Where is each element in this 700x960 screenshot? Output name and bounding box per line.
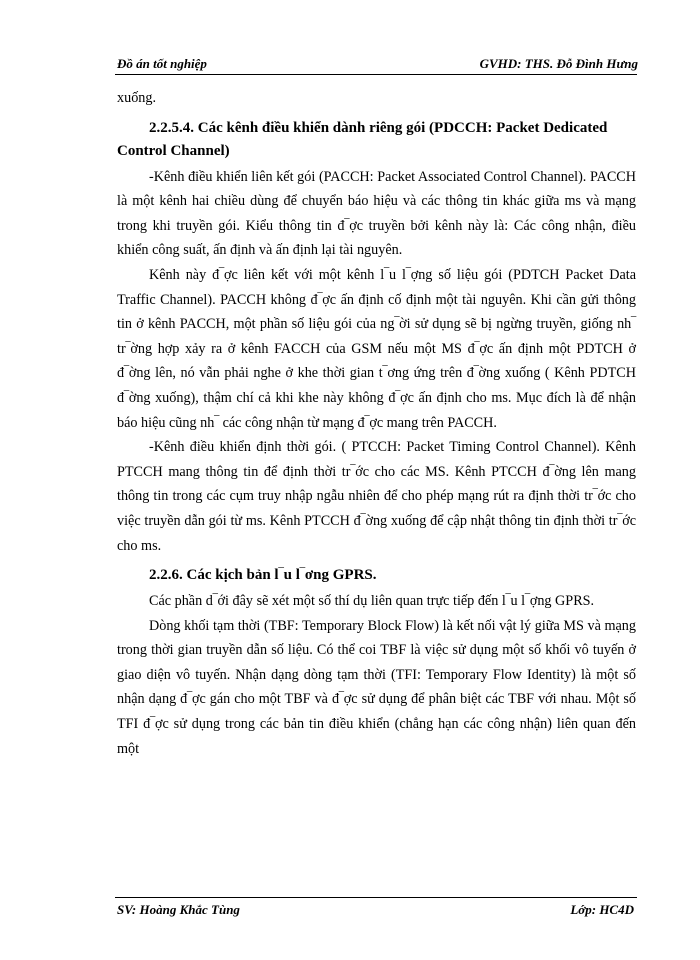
paragraph-5: Dòng khối tạm thời (TBF: Temporary Block Flow) là kết nối vật lý giữa MS và mạng trong thời gian truyền dẫn số liệu. Có thể coi TBF là việc sử dụng một số khối vô tuyến ở giao diện vô tuyến. Nhận dạng dòng tạm thời (TFI: Temporary Flow Identity) là một số nhận dạng đ‾ợc gán cho một TBF và đ‾ợc sử dụng để phân biệt các TBF với nhau. Một số TFI đ‾ợc sử dụng trong các bản tin điều khiển (chẳng hạn các công nhận) liên quan đến một <box>117 617 636 757</box>
header-rule <box>115 74 637 75</box>
section-heading-2-2-5-4: 2.2.5.4. Các kênh điều khiển dành riêng gói (PDCCH: Packet Dedicated Control Channel) <box>117 119 608 159</box>
header-left: Đồ án tốt nghiệp <box>117 56 207 71</box>
paragraph-2: Kênh này đ‾ợc liên kết với một kênh l‾u l‾ợng số liệu gói (PDTCH Packet Data Traffic Channel). PACCH không đ‾ợc ấn định cố định một tài nguyên. Khi cần gửi thông tin ở kênh PACCH, một phần số liệu gói của ng‾ời sử dụng sẽ bị ngừng truyền, giống nh‾ tr‾ờng hợp xảy ra ở kênh FACCH của GSM nếu một MS đ‾ợc ấn định một PDTCH ở đ‾ờng lên, nó vẫn phải nghe ở khe thời gian t‾ơng ứng trên đ‾ờng xuống ( Kênh PDTCH đ‾ờng xuống), thậm chí cả khi khe này không đ‾ợc ấn định cho ms. Mục đích là để nhận báo hiệu cũng nh‾ các công nhận từ mạng đ‾ợc mang trên PACCH. <box>117 266 636 431</box>
header-right: GVHD: THS. Đỗ Đình Hưng <box>479 56 638 71</box>
page-body <box>117 86 636 761</box>
paragraph-1: -Kênh điều khiển liên kết gói (PACCH: Packet Associated Control Channel). PACCH là một kênh hai chiều dùng để chuyển báo hiệu và các thông tin khác giữa ms và mạng trong khi truyền gói. Kiểu thông tin đ‾ợc truyền bởi kênh này là: Các công nhận, điều khiển công suất, ấn định và ấn định lại tài nguyên. <box>117 168 636 259</box>
paragraph-0: xuống. <box>117 90 157 106</box>
paragraph-3: -Kênh điều khiển định thời gói. ( PTCCH: Packet Timing Control Channel). Kênh PTCCH mang thông tin để định thời tr‾ớc cho các MS. Kênh PTCCH đ‾ờng lên mang thông tin trong các cụm truy nhập ngẫu nhiên để cho phép mạng rút ra định thời tr‾ớc cho việc truyền dẫn gói từ ms. Kênh PTCCH đ‾ờng xuống để cập nhật thông tin định thời tr‾ớc cho ms. <box>117 439 636 554</box>
section-heading-2-2-6: 2.2.6. Các kịch bản l‾u l‾ơng GPRS. <box>149 567 377 584</box>
footer-left: SV: Hoàng Khắc Tùng <box>117 902 240 917</box>
footer-rule <box>115 897 637 898</box>
paragraph-4: Các phần d‾ới đây sẽ xét một số thí dụ liên quan trực tiếp đến l‾u l‾ợng GPRS. <box>149 593 595 610</box>
footer-right: Lớp: HC4D <box>570 902 634 917</box>
